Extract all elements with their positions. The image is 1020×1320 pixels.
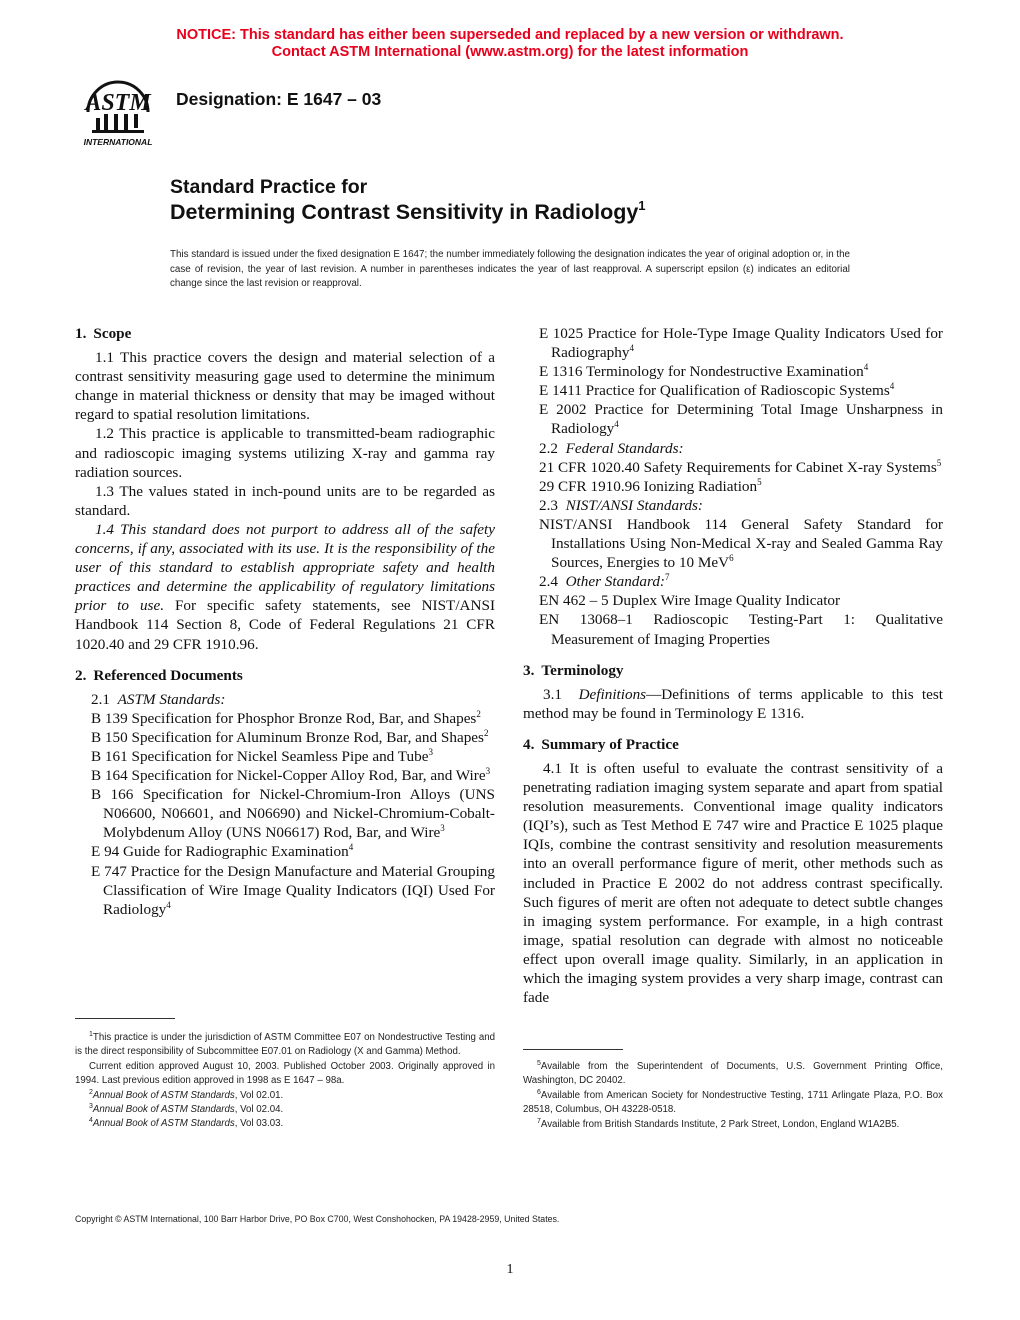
footnote-ref: 3 (485, 766, 491, 777)
reference-text: E 2002 Practice for Determining Total Image Unsharpness in Radiology (539, 401, 943, 438)
section-heading-summary (523, 735, 943, 754)
reference-text: 29 CFR 1910.96 Ionizing Radiation (539, 477, 758, 495)
subheading-federal-standards (523, 439, 943, 458)
footnote (75, 1117, 495, 1131)
reference-text: 21 CFR 1020.40 Safety Requirements for Cabinet X-ray Systems (539, 458, 937, 476)
paragraph-1-2: 1.2 This practice is applicable to transmitted-beam radiographic and radioscopic imaging systems utilizing X-ray and gamma ray radiation sources. (75, 425, 495, 481)
footnote-ref: 2 (476, 708, 481, 719)
footnote-text: , Vol 02.01. (234, 1089, 284, 1101)
safety-statement: For specific safety statements, see NIST/ANSI Handbook 114 Section 8, Code of Federal Regulations 21 CFR 1020.40 and 29 CFR 1910.96. (75, 597, 495, 653)
footnote-ref: 5 (757, 476, 762, 487)
right-column (523, 324, 943, 1007)
footnote-text: Available from American Society for Nondestructive Testing, 1711 Arlingate Plaza, P.O. Box 28518, Columbus, OH 43228-0518. (523, 1089, 943, 1116)
reference-text: B 139 Specification for Phosphor Bronze Rod, Bar, and Shapes (91, 709, 477, 727)
footnote-ref: 4 (863, 362, 869, 373)
reference-item (75, 785, 495, 842)
footnote (75, 1060, 495, 1089)
footnote-rule-left (75, 1018, 175, 1019)
title-line-2 (170, 199, 646, 226)
subheading-number: 2.4 (539, 573, 558, 591)
section-title: Referenced Documents (93, 666, 243, 684)
footnote-marker: 2 (89, 1088, 93, 1096)
subheading-label: NIST/ANSI Standards: (565, 496, 703, 514)
footnote (75, 1089, 495, 1103)
logo-subtext: INTERNATIONAL (83, 137, 153, 147)
reference-item (75, 862, 495, 919)
section-number: 1. (75, 325, 87, 342)
supersession-notice (0, 27, 1020, 61)
left-column (75, 324, 495, 919)
title-line-1: Standard Practice for (170, 176, 368, 198)
footnote-text: Available from the Superintendent of Documents, U.S. Government Printing Office, Washington, DC 20402. (523, 1061, 943, 1087)
subheading-astm-standards (75, 690, 495, 709)
subheading-label: Other Standard: (565, 573, 665, 591)
paragraph-4-1: 4.1 It is often useful to evaluate the contrast sensitivity of a penetrating radiation imaging system separate and apart from spatial resolution measurements. Conventional image quality indicators (IQI’s), such as Test Method E 747 wire and Practice E 1025 plaque IQIs, combine the contrast sensitivity and resolution measurements into an overall performance figure of merit, other methods such as included in Practice E 2002 do not address contrast specifically. Such figures of merit are often not adequate to detect subtle changes in imaging system performance. For example, in a high contrast image, spatial resolution can degrade with almost no noticeable effect upon overall image quality. Similarly, in an application in which the imaging system provides a very sharp image, contrast can fade (523, 759, 943, 1007)
paragraph-3-1 (523, 685, 943, 723)
reference-text: E 747 Practice for the Design Manufacture and Material Grouping Classification of Wire Image Quality Indicators (IQI) Used For Radiology (91, 862, 495, 918)
reference-item (75, 728, 495, 747)
footnote-ref: 4 (348, 842, 354, 853)
subheading-number: 2.3 (539, 496, 558, 514)
intro-paragraph: This standard is issued under the fixed designation E 1647; the number immediately following the designation indicates the year of original adoption or, in the case of revision, the year of last revision. A number in parentheses indicates the year of last reapproval. A superscript epsilon (ε) indicates an editorial change since the last revision or reapproval. (170, 249, 850, 289)
reference-item (523, 362, 943, 381)
safety-caveat: 1.4 This standard does not purport to address all of the safety concerns, if any, associated with its use. It is the responsibility of the user of this standard to establish appropriate safety and health practices and determine the applicability of regulatory limitations prior to use. (75, 520, 495, 615)
notice-line-1: NOTICE: This standard has either been superseded and replaced by a new version or withdrawn. (176, 27, 844, 43)
section-number: 2. (75, 666, 87, 684)
definitions-text: —Definitions of terms applicable to this test method may be found in Terminology E 1316. (523, 685, 944, 722)
footnote-marker: 1 (89, 1031, 93, 1038)
nist-standards-list (523, 515, 943, 572)
reference-item (523, 610, 943, 648)
footnote (523, 1060, 943, 1089)
reference-item (523, 515, 943, 572)
footnote-ref: 2 (483, 727, 489, 738)
notice-line-2: Contact ASTM International (www.astm.org) for the latest information (271, 44, 749, 60)
footnote-italic: Annual Book of ASTM Standards (92, 1089, 235, 1101)
footnote-ref: 7 (665, 572, 670, 583)
paragraph-1-4 (75, 520, 495, 654)
copyright: Copyright © ASTM International, 100 Barr Harbor Drive, PO Box C700, West Conshohocken, PA 19428-2959, United States. (75, 1214, 560, 1224)
section-title: Summary of Practice (541, 735, 679, 753)
footnote-marker: 6 (537, 1088, 541, 1096)
section-heading-terminology (523, 661, 943, 680)
subheading-number: 2.2 (539, 439, 558, 457)
document-title (170, 175, 646, 226)
footnote-marker: 3 (89, 1103, 93, 1111)
paragraph-number: 3.1 (543, 685, 562, 703)
logo-text: ASTM (85, 90, 151, 116)
footnote-marker: 4 (89, 1117, 93, 1125)
footnote-text: This practice is under the jurisdiction of ASTM Committee E07 on Nondestructive Testing and is the direct responsibility of Subcommittee E07.01 on Radiology (X and Gamma) Method. (75, 1032, 495, 1058)
footnote-ref: 6 (729, 553, 734, 564)
footnote-rule-right (523, 1049, 623, 1050)
footnote (75, 1031, 495, 1060)
footnote-ref: 4 (629, 343, 634, 354)
reference-text: B 164 Specification for Nickel-Copper Alloy Rod, Bar, and Wire (91, 767, 486, 785)
reference-text: EN 462 – 5 Duplex Wire Image Quality Indicator (539, 592, 841, 610)
reference-item (523, 458, 943, 477)
section-title: Terminology (541, 661, 624, 679)
astm-standards-list (75, 709, 495, 919)
page-number: 1 (506, 1262, 514, 1277)
reference-text: B 161 Specification for Nickel Seamless Pipe and Tube (91, 747, 429, 765)
section-title: Scope (93, 325, 132, 342)
footnote-ref: 4 (166, 899, 171, 910)
reference-text: E 94 Guide for Radiographic Examination (91, 843, 349, 861)
footnote-italic: Annual Book of ASTM Standards (92, 1104, 235, 1116)
reference-item (523, 400, 943, 438)
footnote (523, 1089, 943, 1118)
other-standards-list (523, 591, 943, 648)
astm-standards-list-continued (523, 324, 943, 439)
footnote (75, 1103, 495, 1117)
definitions-label: Definitions (578, 685, 647, 703)
reference-text: E 1025 Practice for Hole-Type Image Quality Indicators Used for Radiography (539, 325, 943, 362)
footnote-ref: 5 (936, 457, 942, 468)
reference-item (523, 381, 943, 400)
title-footnote-ref: 1 (638, 198, 646, 213)
footnotes-left (75, 1031, 495, 1132)
subheading-number: 2.1 (91, 690, 110, 708)
reference-text: B 166 Specification for Nickel-Chromium-Iron Alloys (UNS N06600, N06601, and N06690) and Nickel-Chromium-Cobalt-Molybdenum Alloy (UNS N06617) Rod, Bar, and Wire (91, 786, 495, 842)
footnote-ref: 3 (428, 746, 433, 757)
reference-text: E 1316 Terminology for Nondestructive Examination (539, 363, 864, 381)
title-main: Determining Contrast Sensitivity in Radiology (170, 200, 639, 224)
footnote-italic: Annual Book of ASTM Standards (92, 1118, 235, 1130)
subheading-other-standard (523, 572, 943, 591)
reference-item (75, 842, 495, 861)
reference-item (523, 324, 943, 362)
footnote-marker: 7 (537, 1117, 541, 1125)
footnote-text: Available from British Standards Institute, 2 Park Street, London, England W1A2B5. (540, 1118, 900, 1130)
reference-text: E 1411 Practice for Qualification of Radioscopic Systems (539, 382, 890, 400)
subheading-label: Federal Standards: (565, 439, 684, 457)
paragraph-1-3: 1.3 The values stated in inch-pound units are to be regarded as standard. (75, 482, 495, 519)
section-number: 3. (523, 661, 535, 679)
section-number: 4. (523, 735, 535, 753)
reference-text: EN 13068–1 Radioscopic Testing-Part 1: Qualitative Measurement of Imaging Properties (539, 611, 943, 648)
footnote-marker: 5 (537, 1060, 541, 1067)
section-heading-scope (75, 324, 495, 343)
reference-text: NIST/ANSI Handbook 114 General Safety Standard for Installations Using Non-Medical X-ray and Sealed Gamma Ray Sources, Energies to 10 MeV (539, 515, 943, 572)
subheading-label: ASTM Standards: (117, 690, 226, 708)
astm-logo (74, 74, 162, 150)
footnote-text: , Vol 03.03. (234, 1118, 284, 1130)
footnote-text: Current edition approved August 10, 2003. Published October 2003. Originally approved in 1994. Last previous edition approved in 1998 as E 1647 – 98a. (75, 1060, 495, 1087)
section-heading-referenced-documents (75, 666, 495, 685)
footnotes-right (523, 1060, 943, 1132)
footnote-text: , Vol 02.04. (234, 1104, 284, 1116)
footnote-ref: 4 (889, 381, 895, 392)
subheading-nist-standards (523, 496, 943, 515)
reference-item (523, 591, 943, 610)
reference-item (75, 709, 495, 728)
reference-text: B 150 Specification for Aluminum Bronze Rod, Bar, and Shapes (91, 728, 484, 746)
footnote-ref: 3 (440, 823, 445, 834)
reference-item (523, 477, 943, 496)
reference-item (75, 747, 495, 766)
designation: Designation: E 1647 – 03 (176, 89, 382, 109)
federal-standards-list (523, 458, 943, 496)
reference-item (75, 766, 495, 785)
footnote (523, 1118, 943, 1132)
footnote-ref: 4 (614, 419, 619, 430)
paragraph-1-1: 1.1 This practice covers the design and material selection of a contrast sensitivity measuring gage used to determine the minimum change in material thickness or density that may be imaged without regard to spatial resolution limitations. (75, 349, 495, 424)
